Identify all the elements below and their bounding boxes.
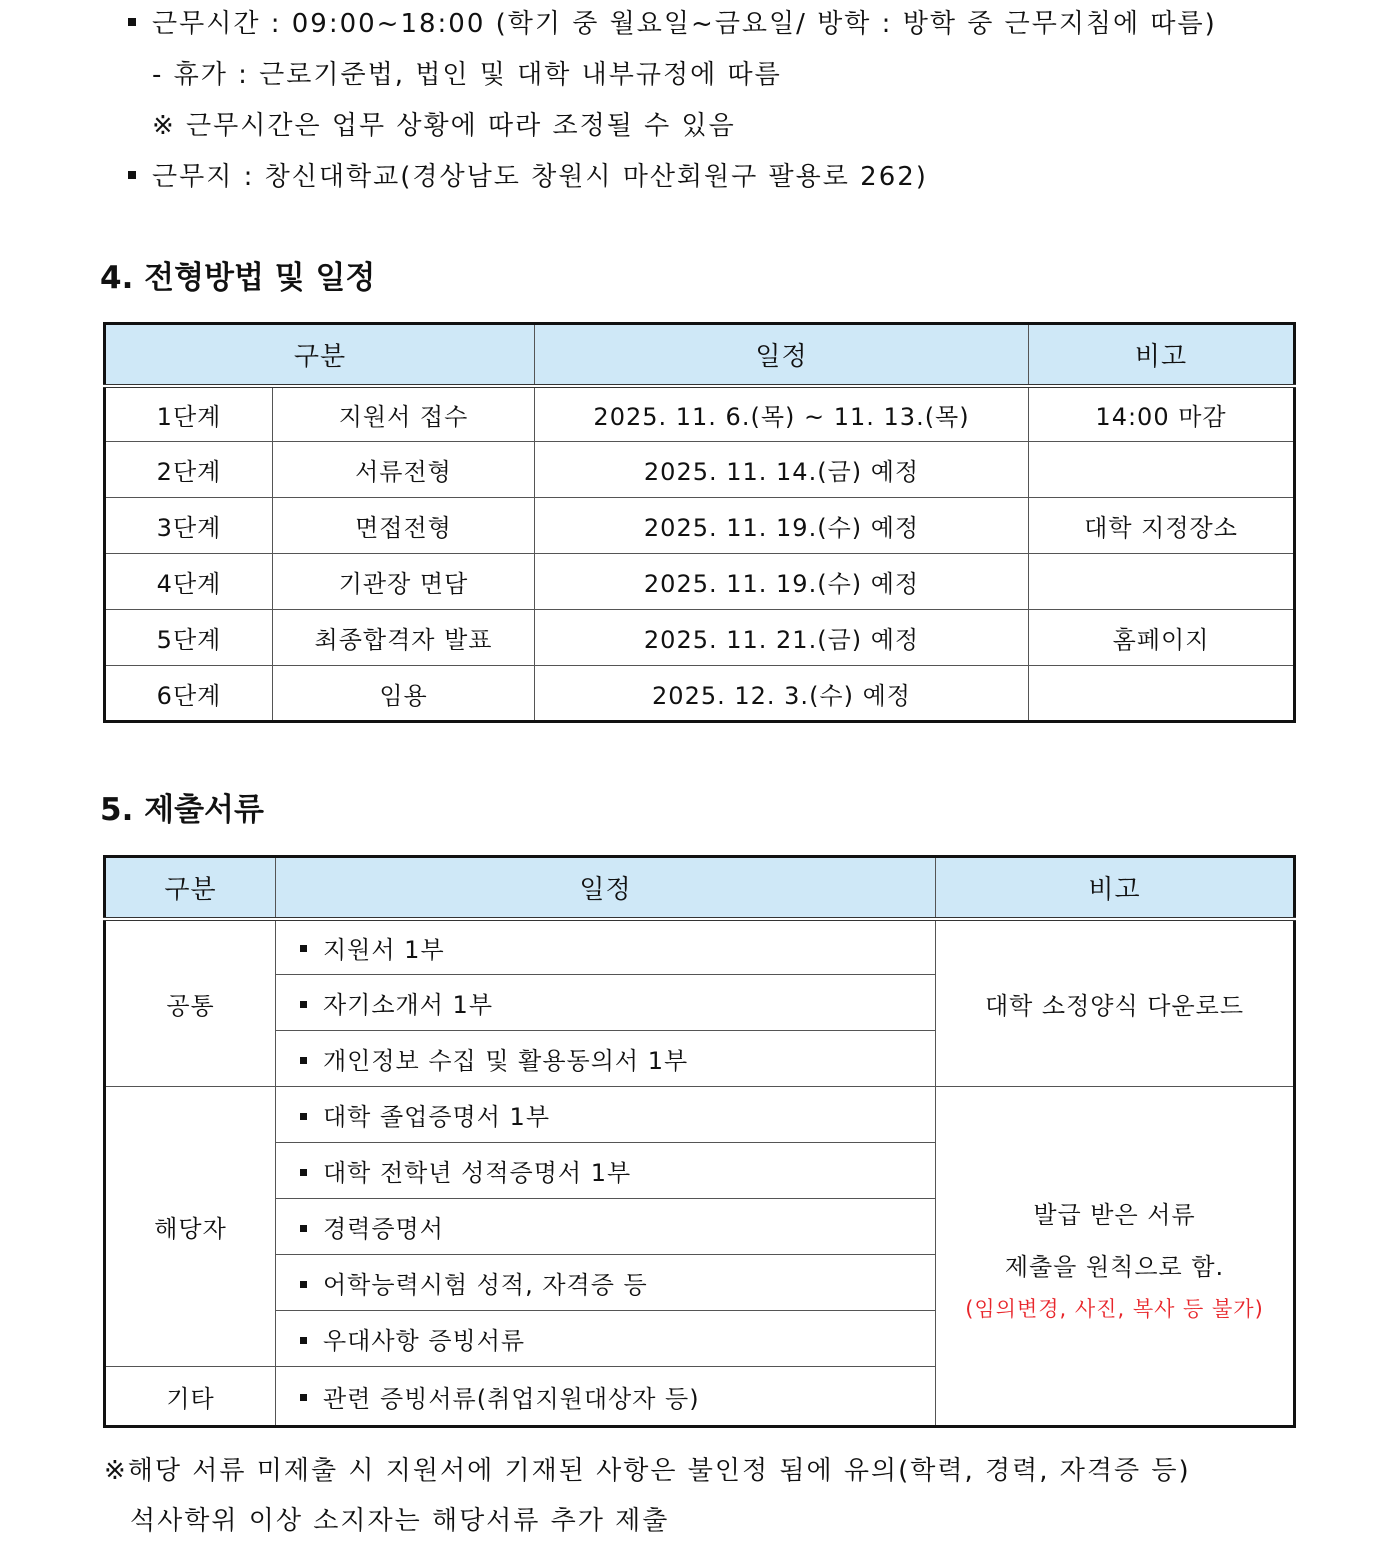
document-item-text: 경력증명서 xyxy=(323,1215,444,1243)
header-category: 구분 xyxy=(105,324,535,386)
bullet-icon xyxy=(300,1057,307,1064)
date-cell: 2025. 11. 14.(금) 예정 xyxy=(535,442,1029,498)
documents-table xyxy=(103,855,1296,1428)
document-item-text: 개인정보 수집 및 활용동의서 1부 xyxy=(323,1047,689,1075)
stage-name-cell: 최종합격자 발표 xyxy=(273,610,535,666)
document-item xyxy=(276,1087,936,1143)
work-hours-line xyxy=(128,6,1217,42)
bullet-icon xyxy=(300,1281,307,1288)
schedule-header-row xyxy=(105,324,1295,386)
document-item xyxy=(276,1367,936,1427)
table-row xyxy=(105,498,1295,554)
document-item xyxy=(276,919,936,975)
bullet-icon xyxy=(300,1001,307,1008)
note-cell: 대학 지정장소 xyxy=(1029,498,1295,554)
table-row xyxy=(105,666,1295,722)
table-row xyxy=(105,386,1295,442)
stage-name-cell: 면접전형 xyxy=(273,498,535,554)
header-schedule: 일정 xyxy=(276,857,936,919)
vacation-line: - 휴가 : 근로기준법, 법인 및 대학 내부규정에 따름 xyxy=(152,60,782,90)
other-label-cell: 기타 xyxy=(105,1367,276,1427)
note-cell: 홈페이지 xyxy=(1029,610,1295,666)
bullet-icon xyxy=(300,1169,307,1176)
stage-cell: 3단계 xyxy=(105,498,273,554)
location-line xyxy=(128,159,928,195)
stage-name-cell: 서류전형 xyxy=(273,442,535,498)
document-item-text: 지원서 1부 xyxy=(323,935,445,964)
document-item-text: 자기소개서 1부 xyxy=(323,991,494,1019)
document-item-text: 대학 졸업증명서 1부 xyxy=(323,1103,550,1131)
header-schedule: 일정 xyxy=(535,324,1029,386)
document-item-text: 우대사항 증빙서류 xyxy=(323,1327,526,1355)
document-item-text: 대학 전학년 성적증명서 1부 xyxy=(323,1159,632,1187)
table-row xyxy=(105,1087,1295,1143)
stage-name-cell: 기관장 면담 xyxy=(273,554,535,610)
table-row xyxy=(105,554,1295,610)
table-row xyxy=(105,442,1295,498)
footer-note-1: ※해당 서류 미제출 시 지원서에 기재된 사항은 불인정 됨에 유의(학력, 경력, 자격증 등) xyxy=(104,1456,1191,1486)
header-remarks: 비고 xyxy=(936,857,1295,919)
hours-note-line: ※ 근무시간은 업무 상황에 따라 조정될 수 있음 xyxy=(152,111,736,141)
stage-cell: 5단계 xyxy=(105,610,273,666)
section5-heading: 5. 제출서류 xyxy=(100,792,264,828)
stage-name-cell: 임용 xyxy=(273,666,535,722)
document-item-text: 어학능력시험 성적, 자격증 등 xyxy=(323,1271,648,1299)
note-cell xyxy=(1029,666,1295,722)
schedule-table xyxy=(103,322,1296,723)
document-item xyxy=(276,1031,936,1087)
location-text: 근무지 : 창신대학교(경상남도 창원시 마산회원구 팔용로 262) xyxy=(152,162,928,192)
date-cell: 2025. 11. 19.(수) 예정 xyxy=(535,554,1029,610)
document-item xyxy=(276,1255,936,1311)
issued-note-cell xyxy=(936,1087,1295,1427)
footer-note-2: 석사학위 이상 소지자는 해당서류 추가 제출 xyxy=(130,1506,670,1536)
applicable-label-cell: 해당자 xyxy=(105,1087,276,1367)
work-hours-text: 근무시간 : 09:00~18:00 (학기 중 월요일~금요일/ 방학 : 방학 중 근무지침에 따름) xyxy=(152,9,1217,39)
stage-cell: 4단계 xyxy=(105,554,273,610)
common-note-cell: 대학 소정양식 다운로드 xyxy=(936,919,1295,1087)
header-remarks: 비고 xyxy=(1029,324,1295,386)
document-item xyxy=(276,1143,936,1199)
documents-header-row xyxy=(105,857,1295,919)
date-cell: 2025. 11. 19.(수) 예정 xyxy=(535,498,1029,554)
issued-note-warning: (임의변경, 사진, 복사 등 불가) xyxy=(965,1297,1264,1321)
date-cell: 2025. 11. 6.(목) ~ 11. 13.(목) xyxy=(535,386,1029,442)
issued-note-line-1: 발급 받은 서류 xyxy=(1033,1201,1196,1229)
document-item xyxy=(276,1199,936,1255)
stage-name-cell: 지원서 접수 xyxy=(273,386,535,442)
bullet-icon xyxy=(128,18,136,26)
common-label-cell: 공통 xyxy=(105,919,276,1087)
issued-note-line-2: 제출을 원칙으로 함. xyxy=(1004,1253,1225,1281)
note-cell xyxy=(1029,554,1295,610)
bullet-icon xyxy=(300,945,307,952)
bullet-icon xyxy=(300,1225,307,1232)
bullet-icon xyxy=(300,1113,307,1120)
table-row xyxy=(105,919,1295,975)
bullet-icon xyxy=(300,1337,307,1344)
stage-cell: 1단계 xyxy=(105,386,273,442)
document-item-text: 관련 증빙서류(취업지원대상자 등) xyxy=(323,1384,700,1413)
bullet-icon xyxy=(128,171,136,179)
date-cell: 2025. 12. 3.(수) 예정 xyxy=(535,666,1029,722)
table-row xyxy=(105,610,1295,666)
bullet-icon xyxy=(300,1394,307,1401)
note-cell: 14:00 마감 xyxy=(1029,386,1295,442)
header-category: 구분 xyxy=(105,857,276,919)
stage-cell: 6단계 xyxy=(105,666,273,722)
date-cell: 2025. 11. 21.(금) 예정 xyxy=(535,610,1029,666)
document-item xyxy=(276,1311,936,1367)
section4-heading: 4. 전형방법 및 일정 xyxy=(100,260,376,296)
note-cell xyxy=(1029,442,1295,498)
document-item xyxy=(276,975,936,1031)
stage-cell: 2단계 xyxy=(105,442,273,498)
